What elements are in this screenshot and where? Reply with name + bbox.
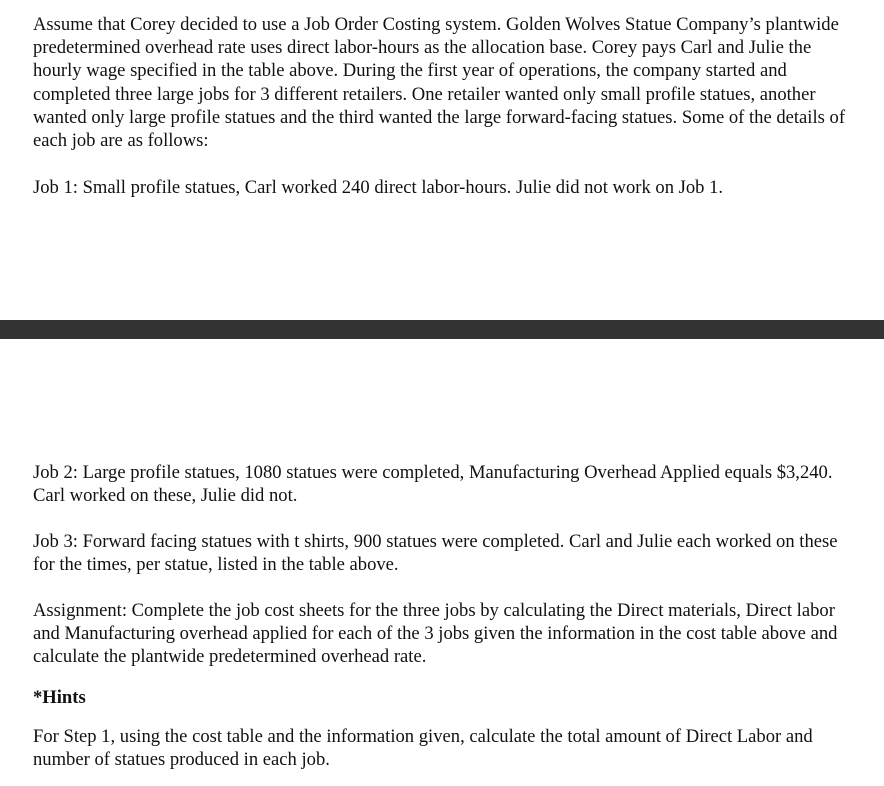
page-break-divider xyxy=(0,320,884,339)
job2-paragraph: Job 2: Large profile statues, 1080 statues were completed, Manufacturing Overhead Applied equals $3,240. Carl worked on these, Julie did not. xyxy=(33,462,833,507)
job3-paragraph: Job 3: Forward facing statues with t shirts, 900 statues were completed. Carl and Julie each worked on these for the times, per statue, listed in the table above. xyxy=(33,531,838,576)
hints-heading: *Hints xyxy=(33,687,86,708)
job1-paragraph: Job 1: Small profile statues, Carl worked 240 direct labor-hours. Julie did not work on Job 1. xyxy=(33,177,724,198)
step1-paragraph: For Step 1, using the cost table and the information given, calculate the total amount of Direct Labor and number of statues produced in each job. xyxy=(33,726,813,771)
assignment-paragraph: Assignment: Complete the job cost sheets for the three jobs by calculating the Direct materials, Direct labor and Manufacturing overhead applied for each of the 3 jobs given the information in the cost table above and calculate the plantwide predetermined overhead rate. xyxy=(33,600,838,668)
intro-paragraph: Assume that Corey decided to use a Job Order Costing system. Golden Wolves Statue Company’s plantwide predetermined overhead rate uses direct labor-hours as the allocation base. Corey pays Carl and Julie the hourly wage specified in the table above. During the first year of operations, the company started and completed three large jobs for 3 different retailers. One retailer wanted only small profile statues, another wanted only large profile statues and the third wanted the large forward-facing statues. Some of the details of each job are as follows: xyxy=(33,14,846,152)
